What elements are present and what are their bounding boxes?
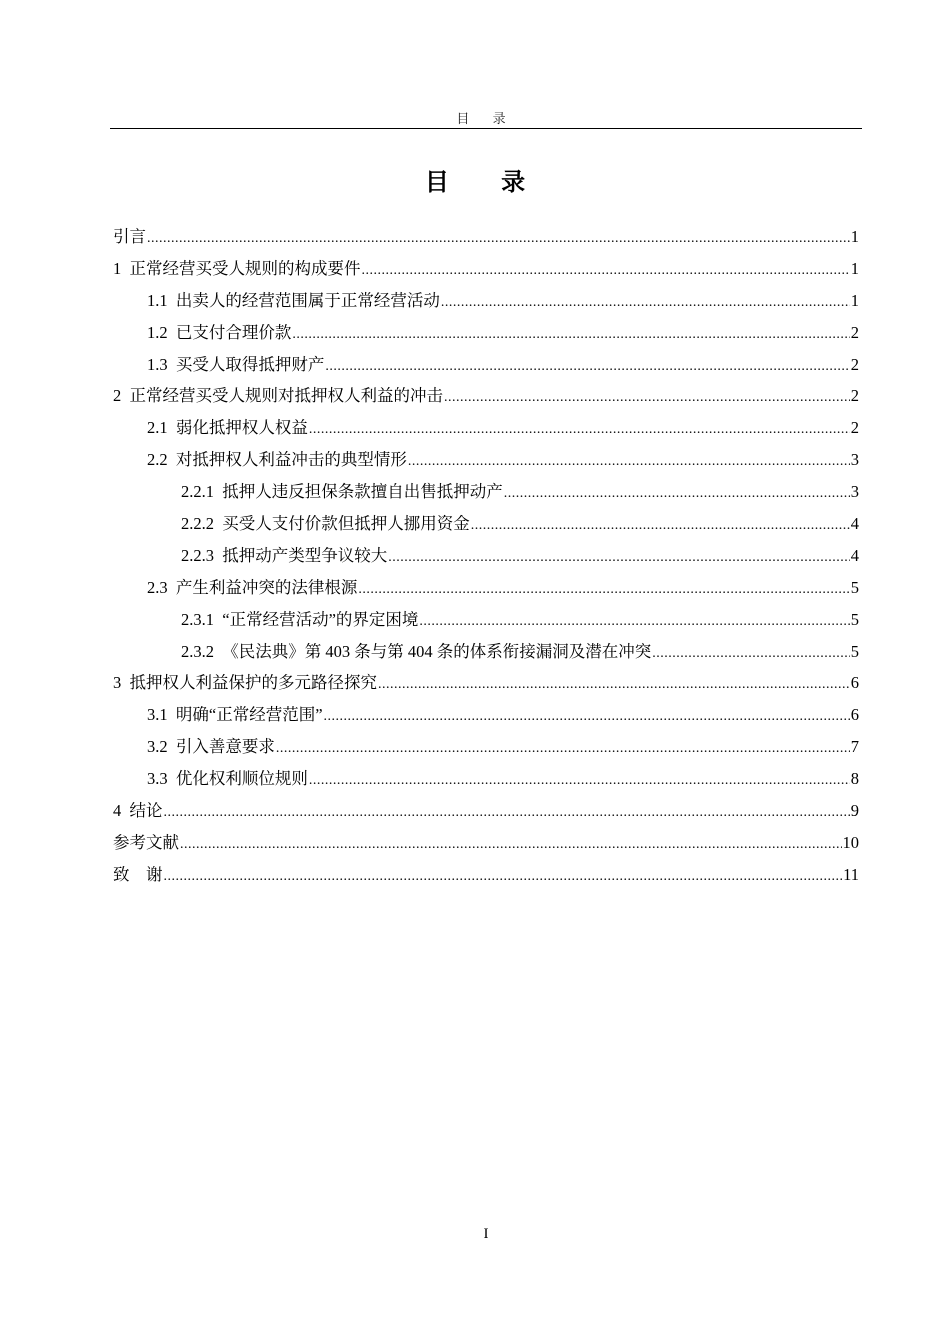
toc-entry[interactable] [113, 767, 859, 799]
toc-entry-page: 5 [850, 641, 859, 661]
toc-entry-number: 2.3.1 [181, 609, 214, 629]
toc-entry[interactable] [113, 512, 859, 544]
toc-entry-page: 5 [850, 609, 859, 629]
toc-entry-page: 3 [850, 450, 859, 470]
dot-leader [504, 482, 850, 506]
toc-entry[interactable] [113, 831, 859, 863]
dot-leader [180, 833, 842, 857]
toc-entry[interactable] [113, 735, 859, 767]
toc-entry-title: 明确“正常经营范围” [175, 705, 323, 725]
running-header: 目 录 [456, 111, 516, 126]
dot-leader [408, 450, 850, 474]
toc-entry-title: 引言 [113, 227, 146, 246]
page-number: I [483, 1226, 489, 1242]
toc-entry-number: 2.1 [147, 418, 168, 438]
dot-leader [309, 769, 850, 793]
toc-entry[interactable] [113, 799, 859, 831]
toc-entry-title: 致 谢 [113, 864, 163, 884]
toc-entry-title: 引入善意要求 [175, 737, 275, 757]
toc-entry-page: 1 [850, 258, 859, 278]
toc-entry-number: 2.2 [147, 450, 168, 470]
toc-entry-page: 5 [850, 577, 859, 597]
toc-entry-number: 3.1 [147, 705, 168, 725]
toc-entry[interactable] [113, 640, 859, 672]
toc-entry-title: 抵押动产类型争议较大 [222, 545, 388, 565]
toc-entry-page: 4 [850, 514, 859, 534]
toc-entry-number: 1.3 [147, 354, 168, 374]
toc-entry-page: 2 [850, 386, 859, 406]
toc-entry-title: 抵押权人利益保护的多元路径探究 [129, 673, 377, 693]
toc-entry-title: 买受人支付价款但抵押人挪用资金 [222, 514, 470, 534]
dot-leader [388, 546, 850, 570]
toc-entry-page: 6 [850, 705, 859, 725]
toc-entry-number: 2.3.2 [181, 641, 214, 661]
toc-entry-number: 2.2.2 [181, 514, 214, 534]
toc-entry-page: 9 [850, 801, 859, 821]
toc-entry-page: 3 [850, 482, 859, 502]
dot-leader [164, 801, 850, 825]
toc-entry-page: 1 [850, 227, 859, 246]
dot-leader [362, 259, 850, 283]
toc-entry-title: 正常经营买受人规则对抵押权人利益的冲击 [129, 386, 443, 406]
toc-entry-page: 2 [850, 354, 859, 374]
toc-entry-title: 正常经营买受人规则的构成要件 [129, 258, 361, 278]
dot-leader [358, 578, 849, 602]
dot-leader [325, 355, 849, 379]
toc-entry-title: 买受人取得抵押财产 [175, 354, 325, 374]
toc-entry[interactable] [113, 448, 859, 480]
toc-entry-title: 参考文献 [113, 832, 179, 852]
toc-entry[interactable] [113, 289, 859, 321]
toc-entry-page: 2 [850, 418, 859, 438]
toc-entry-title: “正常经营活动”的界定困境 [222, 609, 419, 629]
toc-entry-page: 10 [842, 832, 859, 852]
toc-entry-title: 对抵押权人利益冲击的典型情形 [175, 450, 407, 470]
toc-entry-title: 优化权利顺位规则 [175, 769, 308, 789]
dot-leader [419, 610, 849, 634]
toc-entry-number: 3.2 [147, 737, 168, 757]
toc-entry-page: 7 [850, 737, 859, 757]
page-title: 目 录 [424, 168, 548, 196]
toc-entry-number: 1 [113, 258, 122, 278]
dot-leader [292, 323, 849, 347]
toc-entry-number: 4 [113, 801, 122, 821]
toc-entry[interactable] [113, 225, 859, 257]
toc-entry[interactable] [113, 480, 859, 512]
dot-leader [324, 705, 850, 729]
toc-entry-title: 弱化抵押权人权益 [175, 418, 308, 438]
toc-entry[interactable] [113, 576, 859, 608]
dot-leader [164, 865, 843, 889]
toc-entry-title: 《民法典》第 403 条与第 404 条的体系衔接漏洞及潜在冲突 [222, 641, 652, 661]
toc-entry-number: 1.2 [147, 322, 168, 342]
toc-entry[interactable] [113, 321, 859, 353]
dot-leader [378, 673, 850, 697]
toc-entry-number: 1.1 [147, 290, 168, 310]
dot-leader [276, 737, 850, 761]
toc-entry-number: 2.2.1 [181, 482, 214, 502]
toc-entry[interactable] [113, 384, 859, 416]
toc-entry[interactable] [113, 703, 859, 735]
toc-entry-title: 产生利益冲突的法律根源 [175, 577, 358, 597]
dot-leader [444, 386, 850, 410]
toc-entry-page: 2 [850, 322, 859, 342]
toc-entry-page: 11 [843, 864, 859, 884]
toc-entry[interactable] [113, 416, 859, 448]
toc-entry-page: 6 [850, 673, 859, 693]
toc-entry[interactable] [113, 257, 859, 289]
toc-entry-title: 结论 [129, 801, 163, 821]
toc-entry-title: 已支付合理价款 [175, 322, 292, 342]
toc-entry[interactable] [113, 608, 859, 640]
toc-entry-page: 8 [850, 769, 859, 789]
table-of-contents [113, 225, 859, 895]
toc-entry-number: 2 [113, 386, 122, 406]
toc-entry[interactable] [113, 544, 859, 576]
dot-leader [652, 642, 850, 666]
toc-entry-number: 3.3 [147, 769, 168, 789]
toc-entry[interactable] [113, 863, 859, 895]
toc-entry-page: 4 [850, 545, 859, 565]
toc-entry-title: 出卖人的经营范围属于正常经营活动 [175, 290, 440, 310]
toc-entry-number: 2.2.3 [181, 545, 214, 565]
toc-entry[interactable] [113, 353, 859, 385]
dot-leader [309, 418, 850, 442]
toc-entry-page: 1 [850, 290, 859, 310]
dot-leader [147, 227, 850, 251]
dot-leader [471, 514, 850, 538]
toc-entry-number: 3 [113, 673, 122, 693]
header-rule [110, 128, 862, 129]
toc-entry[interactable] [113, 671, 859, 703]
dot-leader [441, 291, 850, 315]
toc-entry-number: 2.3 [147, 577, 168, 597]
toc-entry-title: 抵押人违反担保条款擅自出售抵押动产 [222, 482, 503, 502]
